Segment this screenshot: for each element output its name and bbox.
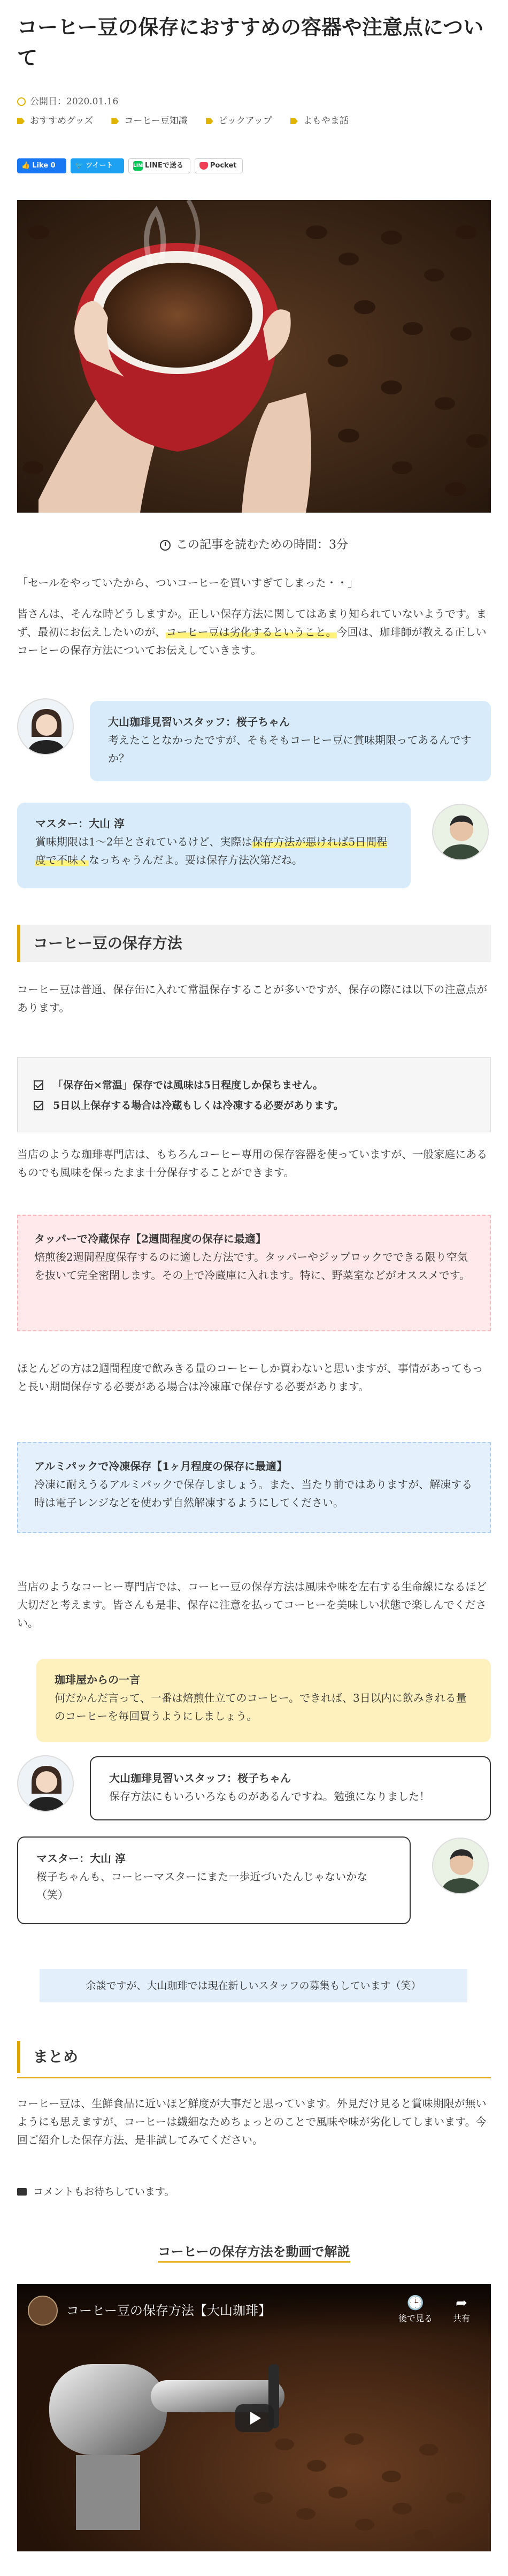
intro-quote: 「セールをやっていたから、ついコーヒーを買いすぎてしまった・・」 <box>17 576 358 589</box>
share-button[interactable]: ➦ 共有 <box>443 2295 480 2326</box>
share-buttons <box>17 158 243 173</box>
speaker-name: 大山珈琲見習いスタッフ：桜子ちゃん <box>108 715 290 728</box>
speaker-name: マスター：大山 淳 <box>36 1852 126 1865</box>
hero-image <box>17 200 491 513</box>
check-icon <box>34 1080 43 1090</box>
page-title: コーヒー豆の保存におすすめの容器や注意点について <box>17 15 484 70</box>
master-avatar <box>432 1838 489 1894</box>
box-title: アルミパックで冷凍保存【1ヶ月程度の保存に最適】 <box>34 1460 288 1473</box>
play-button[interactable] <box>235 2404 274 2432</box>
freezer-storage-box <box>17 1442 491 1533</box>
check-icon <box>34 1101 43 1110</box>
pocket-button[interactable]: Pocket <box>195 158 243 173</box>
video-player[interactable] <box>17 2284 491 2551</box>
clock-icon: 🕒 <box>406 2295 425 2312</box>
thumbs-up-icon: 👍 <box>21 162 30 170</box>
box-text: 焙煎後2週間程度保存するのに適した方法です。タッパーやジップロックでできる限り空気を抜いて完全密閉します。その上で冷蔵庫に入れます。特に、野菜室などがオススメです。 <box>34 1251 470 1282</box>
published-date-label: 公開日：2020.01.16 <box>30 96 119 107</box>
clock-icon <box>17 97 26 106</box>
comment-invite: コメントもお待ちしています。 <box>17 2183 174 2200</box>
checklist-item: 「保存缶×常温」保存では風味は5日程度しか保ちません。 <box>34 1075 474 1095</box>
highlight-text: コーヒー豆は劣化するということ。 <box>166 626 337 638</box>
comment-icon <box>17 2188 27 2196</box>
intro-paragraph: 皆さんは、そんな時どうしますか。正しい保存方法に関してはあまり知られていないようです。まず、最初にお伝えしたいのが、コーヒー豆は劣化するということ。今回は、珈琲師が教える正しいコーヒーの保存方法についてお伝えしていきます。 <box>17 607 487 657</box>
line-share-button[interactable]: LINE LINEで送る <box>128 158 190 173</box>
speech-text: 桜子ちゃんも、コーヒーマスターにまた一歩近づいたんじゃないかな（笑） <box>36 1870 368 1901</box>
published-date <box>17 94 118 110</box>
video-title[interactable]: コーヒー豆の保存方法【大山珈琲】 <box>66 2303 272 2318</box>
box-text: 冷凍に耐えうるアルミパックで保存しましょう。また、当たり前ではありますが、解凍する時は電子レンジなどを使わず自然解凍するようにしてください。 <box>34 1478 473 1509</box>
share-arrow-icon: ➦ <box>456 2295 467 2312</box>
speech-text: 保存方法にもいろいろなものがあるんですね。勉強になりました！ <box>109 1790 430 1803</box>
tag-item[interactable]: ピックアップ <box>206 113 272 129</box>
alarm-clock-icon <box>160 540 171 551</box>
section-paragraph: 当店のような珈琲専門店は、もちろんコーヒー専用の保存容器を使っていますが、一般家庭にあるものでも風味を保ったまま十分保存することができます。 <box>17 1148 488 1179</box>
master-speech-bubble: マスター：大山 淳 賞味期限は1〜2年とされているけど、実際は保存方法が悪ければ5日間程度で不味くなっちゃうんだよ。要は保存方法次第だね。 <box>17 803 411 888</box>
tweet-button[interactable]: 🐦 ツイート <box>71 158 124 173</box>
tag-icon <box>17 118 25 124</box>
watch-later-button[interactable]: 🕒 後で見る <box>397 2295 434 2326</box>
tag-item[interactable]: コーヒー豆知識 <box>111 113 187 129</box>
heading-underline <box>17 2077 491 2078</box>
tag-icon <box>206 118 213 124</box>
section-heading: コーヒー豆の保存方法 <box>17 925 491 962</box>
master-avatar <box>432 804 489 860</box>
section-paragraph: 当店のようなコーヒー専門店では、コーヒー豆の保存方法は風味や味を左右する生命線になるほど大切だと考えます。皆さんも是非、保存に注意を払ってコーヒーを美味しい状態で楽しんでください。 <box>17 1580 487 1629</box>
highlight-text: 保存方法が悪ければ5日間程度で不味く <box>35 835 388 866</box>
pocket-icon <box>199 162 208 170</box>
speech-text: 考えたことなかったですが、そもそもコーヒー豆に賞味期限ってあるんですか？ <box>108 734 472 765</box>
speaker-name: マスター：大山 淳 <box>35 817 125 830</box>
video-section-title: コーヒーの保存方法を動画で解説 <box>0 2241 508 2263</box>
master-speech-bubble <box>17 1836 411 1924</box>
tip-box <box>36 1659 491 1742</box>
speaker-name: 大山珈琲見習いスタッフ：桜子ちゃん <box>109 1772 291 1785</box>
fridge-storage-box <box>17 1215 491 1331</box>
checklist-item: 5日以上保存する場合は冷蔵もしくは冷凍する必要があります。 <box>34 1095 474 1116</box>
summary-paragraph: コーヒー豆は、生鮮食品に近いほど鮮度が大事だと思っています。外見だけ見ると賞味期限が無いようにも思えますが、コーヒーは繊細なためちょっとのことで風味や味が劣化してしまいます。今回ご紹介した保存方法、是非試してみてください。 <box>17 2097 487 2146</box>
tag-icon <box>111 118 119 124</box>
tag-icon <box>290 118 298 124</box>
tag-list <box>17 113 349 129</box>
bird-icon: 🐦 <box>75 162 84 170</box>
checklist-box <box>17 1057 491 1132</box>
staff-speech-bubble <box>90 1756 491 1820</box>
recruit-notice: 余談ですが、大山珈琲では現在新しいスタッフの募集もしています（笑） <box>40 1969 467 2002</box>
summary-heading: まとめ <box>17 2041 491 2073</box>
tag-item[interactable]: よもやま話 <box>290 113 349 129</box>
video-top-bar <box>17 2284 491 2337</box>
tip-text: 何だかんだ言って、一番は焙煎仕立てのコーヒー。できれば、3日以内に飲みきれる量のコーヒーを毎回買うようにしましょう。 <box>55 1691 467 1723</box>
channel-logo[interactable] <box>28 2296 58 2326</box>
line-icon: LINE <box>133 161 143 171</box>
read-time: この記事を読むための時間：3分 <box>0 535 508 555</box>
staff-speech-bubble <box>90 701 491 781</box>
staff-avatar <box>17 698 74 755</box>
coffee-cup-illustration <box>17 200 491 513</box>
section-paragraph: コーヒー豆は普通、保存缶に入れて常温保存することが多いですが、保存の際には以下の注意点があります。 <box>17 983 488 1014</box>
staff-avatar <box>17 1755 74 1812</box>
facebook-like-button[interactable]: 👍 Like 0 <box>17 158 66 173</box>
tip-title: 珈琲屋からの一言 <box>55 1673 140 1686</box>
tag-item[interactable]: おすすめグッズ <box>17 113 93 129</box>
box-title: タッパーで冷蔵保存【2週間程度の保存に最適】 <box>34 1232 266 1245</box>
section-paragraph: ほとんどの方は2週間程度で飲みきる量のコーヒーしか買わないと思いますが、事情があってもっと長い期間保存する必要がある場合は冷凍庫で保存する必要があります。 <box>17 1362 483 1393</box>
